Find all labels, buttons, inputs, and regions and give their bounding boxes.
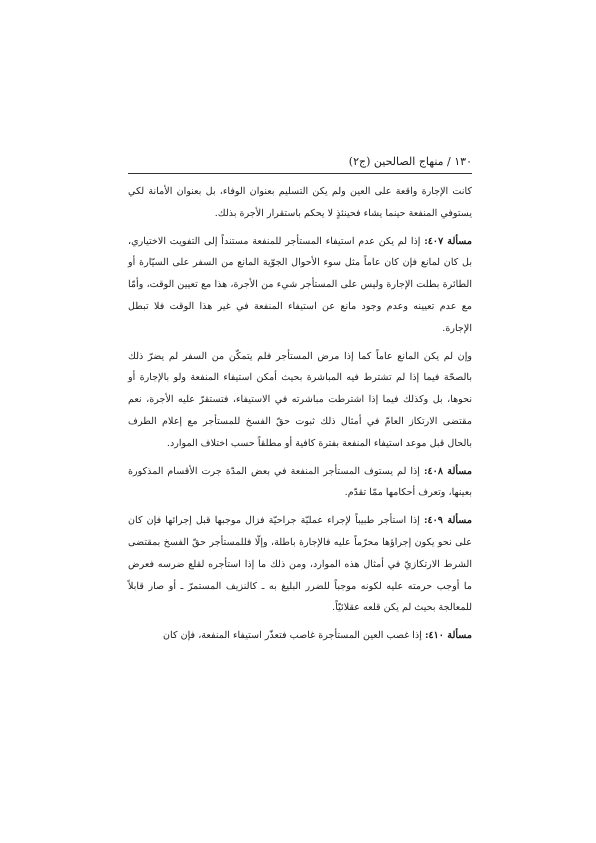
paragraph-text: وإن لم يكن المانع عاماً كما إذا مرض المستأجر فلم يتمكّن من السفر لم يضرّ ذلك بالصحّة فيما إذا لم تشترط فيه المباشرة بحيث أمكن استيفاء المنفعة ولو بالإجارة أو نحوها، بل وكذلك فيما إذا اشترطت مباشرته في الاستيفاء، فتستقرّ عليه الأجرة، نعم مقتضى الارتكاز العامّ في أمثال ذلك ثبوت حقّ الفسخ للمستأجر مع إعلام الطرف بالحال قبل موعد استيفاء المنفعة بفترة كافية أو مطلقاً حسب اختلاف الموارد. <box>128 350 472 449</box>
paragraph-text: كانت الإجارة واقعة على العين ولم يكن التسليم بعنوان الوفاء، بل بعنوان الأمانة لكي يستوفي المنفعة حينما يشاء فحينئذٍ لا يحكم باستقرار الأجرة بذلك. <box>128 186 472 219</box>
paragraph-text: إذا لم يكن عدم استيفاء المستأجر للمنفعة مستنداً إلى التفويت الاختياري، بل كان لمانع فإن كان عاماً مثل سوء الأحوال الجوّية المانع من السفر على السيّارة أو الطائرة بطلت الإجارة وليس على المستأجر شيء من الأجرة، هذا مع تعيين الوقت، وأمّا مع عدم تعيينه وعدم وجود مانع عن استيفاء المنفعة في غير هذا الوقت فلا تبطل الإجارة. <box>128 235 472 334</box>
body-text <box>128 181 472 653</box>
issue-number: مسألة ٤٠٩: <box>423 515 473 527</box>
paragraph <box>128 625 472 647</box>
issue-number: مسألة ٤٠٨: <box>423 465 472 477</box>
paragraph-text: إذا لم يستوف المستأجر المنفعة في بعض المدّة جرت الأقسام المذكورة بعينها، وتعرف أحكامها ممّا تقدّم. <box>128 465 472 499</box>
paragraph <box>128 346 472 455</box>
paragraph-text: إذا استأجر طبيباً لإجراء عمليّة جراحيّة فزال موجبها قبل إجرائها فإن كان على نحو يكون إجراؤها محرّماً عليه فالإجارة باطلة، وإلّا فللمستأجر حقّ الفسخ بمقتضى الشرط الارتكازيّ في أمثال هذه الموارد، ومن ذلك ما إذا استأجره لقلع ضرسه فعرض ما أوجب حرمته عليه لكونه موجباً للضرر البليغ به ـ كالنزيف المستمرّ ـ أو صار قابلاً للمعالجة بحيث لم يكن قلعه عقلائيّاً. <box>128 515 472 614</box>
paragraph <box>128 231 472 340</box>
running-head: ١٣٠ / منهاج الصالحين (ج٢) <box>348 155 472 168</box>
paragraph-text: إذا غصب العين المستأجرة غاصب فتعذّر استيفاء المنفعة، فإن كان <box>163 630 425 642</box>
issue-number: مسألة ٤١٠: <box>424 630 472 642</box>
paragraph <box>128 510 472 619</box>
paragraph <box>128 461 472 505</box>
paragraph <box>128 181 472 225</box>
header-rule <box>128 173 472 174</box>
issue-number: مسألة ٤٠٧: <box>424 235 472 247</box>
